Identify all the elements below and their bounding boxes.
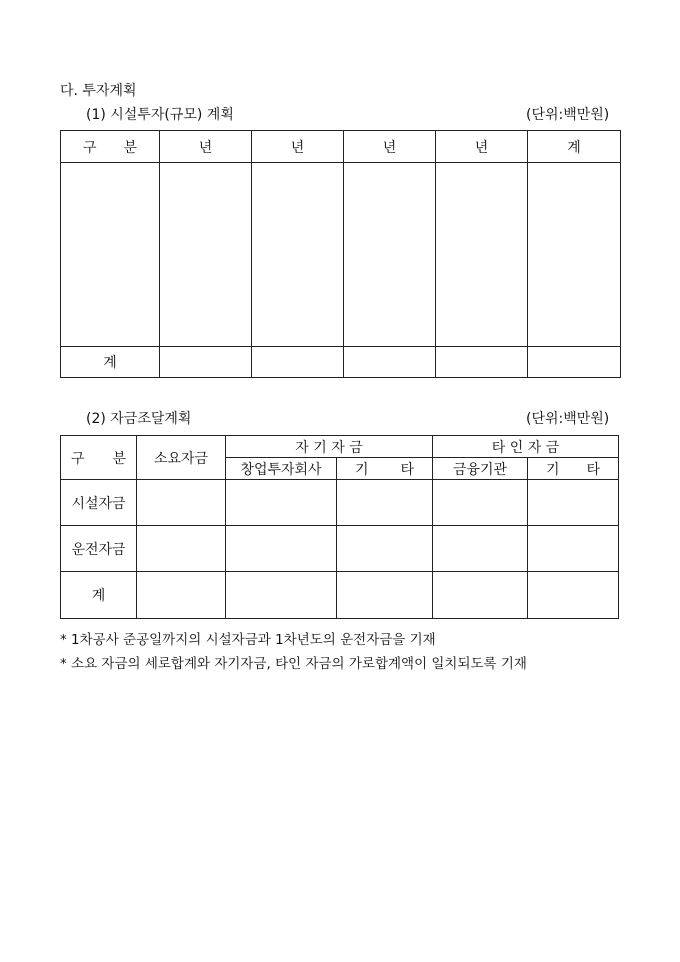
header-total: 계 [528, 131, 621, 163]
header-etc-own [337, 458, 433, 480]
header-gubun [61, 131, 160, 163]
cell-input[interactable] [137, 480, 226, 526]
header-year-4: 년 [436, 131, 528, 163]
cell-input[interactable] [137, 526, 226, 572]
plan1-heading: (1) 시설투자(규모) 계획 [86, 107, 234, 123]
row-operating-funds: 운전자금 [61, 526, 137, 572]
header-year-1: 년 [160, 131, 252, 163]
cell-input[interactable] [528, 480, 619, 526]
header-year-2: 년 [252, 131, 344, 163]
funding-plan-table [60, 435, 619, 619]
cell-body[interactable] [252, 163, 344, 347]
row-total-label: 계 [61, 347, 160, 378]
cell-input[interactable] [226, 572, 337, 619]
cell-input[interactable] [337, 572, 433, 619]
cell-input[interactable] [433, 572, 528, 619]
cell-input[interactable] [433, 526, 528, 572]
cell-input[interactable] [528, 572, 619, 619]
cell-total[interactable] [528, 347, 621, 378]
header-startup-investment: 창업투자회사 [226, 458, 337, 480]
row-facility-funds: 시설자금 [61, 480, 137, 526]
cell-body[interactable] [160, 163, 252, 347]
plan2-heading: (2) 자금조달계획 [86, 411, 192, 427]
cell-total[interactable] [344, 347, 436, 378]
cell-input[interactable] [226, 526, 337, 572]
cell-total[interactable] [252, 347, 344, 378]
cell-body[interactable] [436, 163, 528, 347]
cell-body[interactable] [344, 163, 436, 347]
header-own-funds: 자 기 자 금 [226, 436, 433, 458]
header-other-funds: 타 인 자 금 [433, 436, 619, 458]
header-etc-other-2: 타 [586, 461, 601, 478]
cell-input[interactable] [226, 480, 337, 526]
section-title: 다. 투자계획 [60, 83, 137, 99]
cell-input[interactable] [337, 480, 433, 526]
row-total: 계 [61, 572, 137, 619]
investment-plan-table [60, 130, 621, 378]
header-etc-own-2: 타 [400, 461, 415, 478]
cell-body[interactable] [61, 163, 160, 347]
cell-input[interactable] [528, 526, 619, 572]
header-gubun-2: 분 [123, 139, 137, 156]
header-gubun-2: 분 [112, 450, 126, 467]
cell-input[interactable] [337, 526, 433, 572]
cell-input[interactable] [137, 572, 226, 619]
header-year-3: 년 [344, 131, 436, 163]
header-gubun [61, 436, 137, 480]
cell-total[interactable] [160, 347, 252, 378]
header-gubun-1: 구 [83, 139, 97, 156]
header-etc-other-1: 기 [546, 461, 560, 478]
cell-total[interactable] [436, 347, 528, 378]
cell-input[interactable] [433, 480, 528, 526]
header-required-funds: 소요자금 [137, 436, 226, 480]
header-gubun-1: 구 [71, 450, 85, 467]
cell-body[interactable] [528, 163, 621, 347]
plan1-unit: (단위:백만원) [526, 107, 610, 123]
plan2-unit: (단위:백만원) [526, 411, 610, 427]
header-financial-institution: 금융기관 [433, 458, 528, 480]
header-etc-own-1: 기 [355, 461, 369, 478]
note-2: * 소요 자금의 세로합계와 자기자금, 타인 자금의 가로합계액이 일치되도록 기재 [60, 656, 527, 672]
note-1: * 1차공사 준공일까지의 시설자금과 1차년도의 운전자금을 기재 [60, 632, 436, 648]
header-etc-other [528, 458, 619, 480]
